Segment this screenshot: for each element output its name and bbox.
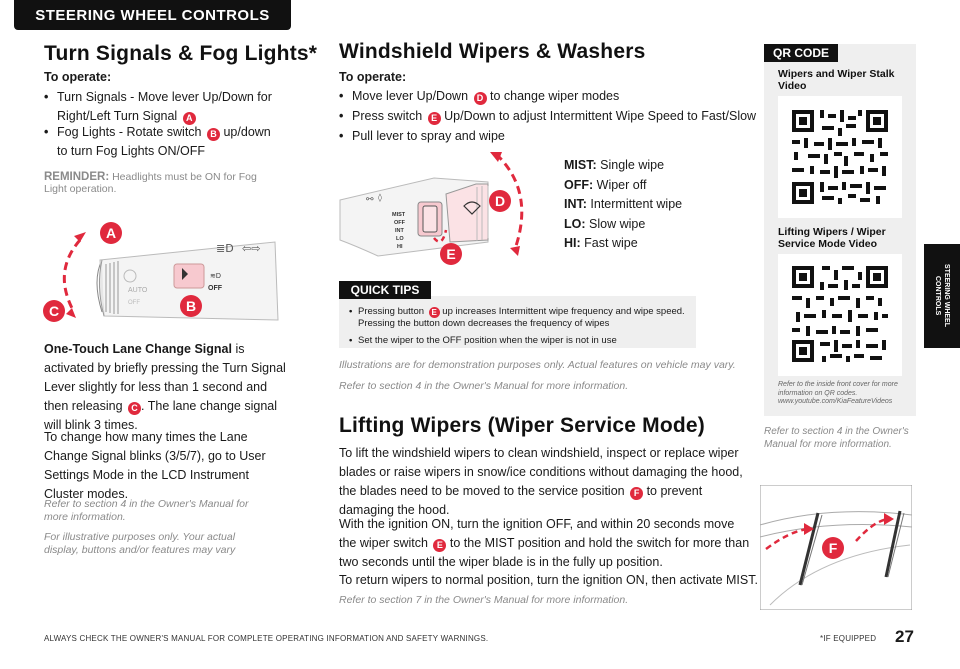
stalk-off-label: OFF — [394, 220, 405, 226]
mode-int — [564, 195, 682, 215]
mode-lo — [564, 215, 682, 235]
tip-text: Pressing button — [358, 306, 425, 317]
turn-signals-refer: Refer to section 4 in the Owner's Manual for more information. — [44, 498, 249, 523]
svg-text:⇦⇨: ⇦⇨ — [242, 242, 261, 255]
wiper-modes-list — [564, 156, 682, 254]
lifting-paragraph-3: To return wipers to normal position, turn the ignition ON, then activate MIST. — [339, 573, 758, 587]
mode-desc: Single wipe — [600, 158, 665, 172]
bullet-text-after: to change wiper modes — [489, 89, 620, 103]
one-touch-bold: One-Touch Lane Change Signal — [44, 342, 232, 356]
bullet-text: Pull lever to spray and wipe — [352, 129, 505, 143]
wipers-refer: Refer to section 4 in the Owner's Manual for more information. — [339, 380, 629, 392]
qr-video-2-title: Lifting Wipers / Wiper Service Mode Video — [778, 226, 886, 250]
reminder-label: REMINDER: — [44, 171, 110, 183]
mode-hi — [564, 234, 682, 254]
marker-f: F — [630, 487, 643, 500]
wipers-bullet-1: • Move lever Up/Down D to change wiper modes — [339, 89, 620, 103]
wipers-bullet-2: • Press switch E Up/Down to adjust Intermittent Wipe Speed to Fast/Slow — [339, 109, 757, 123]
tip-text: Set the wiper to the OFF position when the wiper is not in use — [358, 335, 617, 346]
paragraph-text-after: to the MIST position and hold the switch for more than two seconds until the wiper blade is in the fully up position. — [339, 536, 750, 569]
marker-e-large: E — [440, 243, 462, 265]
qr-code-2[interactable] — [778, 254, 902, 376]
qr-code-1[interactable] — [778, 96, 902, 218]
stalk-auto-label: AUTO — [128, 287, 148, 294]
wipers-to-operate: To operate: — [339, 70, 407, 84]
bullet-text: Fog Lights - Rotate switch — [57, 125, 202, 139]
footer-if-equipped: *IF EQUIPPED — [820, 634, 877, 643]
turn-signal-stalk-illustration — [40, 220, 290, 332]
turn-signals-title: Turn Signals & Fog Lights* — [44, 42, 318, 65]
lifting-wipers-title: Lifting Wipers (Wiper Service Mode) — [339, 414, 705, 437]
reminder-text: Headlights must be ON for Fog Light operation. — [44, 171, 257, 195]
quick-tip-2: • Set the wiper to the OFF position when the wiper is not in use — [349, 335, 617, 346]
lifting-refer: Refer to section 7 in the Owner's Manual for more information. — [339, 594, 629, 606]
marker-a: A — [183, 112, 196, 125]
stalk-mist-label: MIST — [392, 212, 406, 218]
bullet-text-after: up/down to turn Fog Lights ON/OFF — [57, 125, 271, 158]
marker-e: E — [428, 112, 441, 125]
fog-off-label: OFF — [208, 285, 222, 292]
qr-refer: Refer to section 4 in the Owner's Manual for more information. — [764, 426, 909, 450]
one-touch-after: . The lane change signal will blink 3 times. — [44, 399, 277, 432]
mode-mist — [564, 156, 682, 176]
svg-text:≋D: ≋D — [210, 273, 221, 280]
marker-d: D — [474, 92, 487, 105]
section-tab: STEERING WHEEL CONTROLS — [14, 0, 291, 30]
svg-text:≣D: ≣D — [216, 242, 234, 255]
mode-desc: Wiper off — [596, 177, 647, 192]
marker-b: B — [207, 128, 220, 141]
paragraph-text-after: to prevent damaging the hood. — [339, 484, 703, 517]
marker-c-large: C — [43, 300, 65, 322]
reminder-note — [44, 171, 274, 195]
paragraph-text: To lift the windshield wipers to clean windshield, inspect or replace wiper blades or raise wipers in snow/ice conditions without damaging the hood, the blades need to be moved to the service position — [339, 446, 743, 498]
lane-change-paragraph: To change how many times the Lane Change Signal blinks (3/5/7), go to User Settings Mode in the LCD Instrument Cluster modes. — [44, 430, 266, 501]
marker-c: C — [128, 402, 141, 415]
mode-label: MIST: — [564, 158, 597, 172]
marker-e-tip: E — [429, 307, 440, 318]
qr-code-2-icon — [778, 254, 902, 376]
marker-f-large: F — [822, 537, 844, 559]
page-number: 27 — [895, 627, 914, 646]
paragraph-text: With the ignition ON, turn the ignition OFF, and within 20 seconds move the wiper switch — [339, 517, 735, 550]
svg-text:⚯: ⚯ — [366, 195, 374, 205]
stalk-off-label: OFF — [128, 300, 140, 306]
bullet-text: Turn Signals - Move lever Up/Down for Right/Left Turn Signal — [57, 90, 272, 123]
stalk-int-label: INT — [395, 228, 404, 234]
side-section-tab — [924, 244, 960, 348]
mode-label: OFF: — [564, 177, 594, 192]
qr-code-tab: QR CODE — [764, 44, 838, 62]
bullet-text: Move lever Up/Down — [352, 89, 469, 103]
quick-tips-tab: QUICK TIPS — [339, 281, 431, 299]
qr-note: Refer to the inside front cover for more information on QR codes. www.youtube.com/KiaFeatureVideos — [778, 381, 898, 405]
tip-text-after: up increases Intermittent wipe frequency and wipe speed. Pressing the button down decreases the frequency of wipes — [358, 306, 685, 329]
bullet-text: Press switch — [352, 109, 423, 123]
quick-tip-1: • Pressing button E up increases Intermittent wipe frequency and wipe speed. Pressing the button down decreases the frequency of wipes — [349, 306, 685, 329]
footer-warning: ALWAYS CHECK THE OWNER'S MANUAL FOR COMPLETE OPERATING INFORMATION AND SAFETY WARNINGS. — [44, 634, 489, 643]
qr-video-1-title: Wipers and Wiper Stalk Video — [778, 68, 895, 92]
marker-d-large: D — [489, 190, 511, 212]
qr-code-1-icon — [778, 96, 902, 218]
turn-signals-illustrative-note: For illustrative purposes only. Your actual display, buttons and/or features may vary — [44, 531, 236, 556]
mode-desc: Fast wipe — [584, 236, 638, 250]
bullet-text-after: Up/Down to adjust Intermittent Wipe Speed to Fast/Slow — [444, 109, 757, 123]
wipers-bullet-3: • Pull lever to spray and wipe — [339, 127, 759, 146]
turn-signals-bullet-2: • Fog Lights - Rotate switch B up/down to turn Fog Lights ON/OFF — [44, 125, 271, 158]
marker-a-large: A — [100, 222, 122, 244]
marker-e: E — [433, 539, 446, 552]
wipers-title: Windshield Wipers & Washers — [339, 40, 646, 63]
side-tab-label: STEERING WHEEL CONTROLS — [934, 264, 950, 328]
one-touch-text: is activated by briefly pressing the Turn Signal Lever slightly for less than 1 second and then releasing — [44, 342, 286, 413]
mode-label: LO: — [564, 216, 586, 231]
marker-b-large: B — [180, 295, 202, 317]
lifting-paragraph-2 — [339, 515, 751, 572]
wipers-illustrative-note: Illustrations are for demonstration purposes only. Actual features on vehicle may vary. — [339, 359, 736, 371]
svg-text:◊: ◊ — [378, 193, 382, 202]
mode-label: HI: — [564, 236, 581, 250]
mode-desc: Slow wipe — [589, 216, 646, 231]
one-touch-paragraph — [44, 340, 294, 435]
mode-label: INT: — [564, 197, 587, 211]
stalk-lo-label: LO — [396, 236, 404, 242]
mode-desc: Intermittent wipe — [590, 197, 683, 211]
lifting-paragraph-1 — [339, 444, 751, 520]
turn-signals-bullet-1: • Turn Signals - Move lever Up/Down for Right/Left Turn Signal A — [44, 90, 272, 123]
turn-signals-to-operate: To operate: — [44, 70, 112, 84]
mode-off — [564, 176, 682, 196]
stalk-hi-label: HI — [397, 244, 403, 250]
